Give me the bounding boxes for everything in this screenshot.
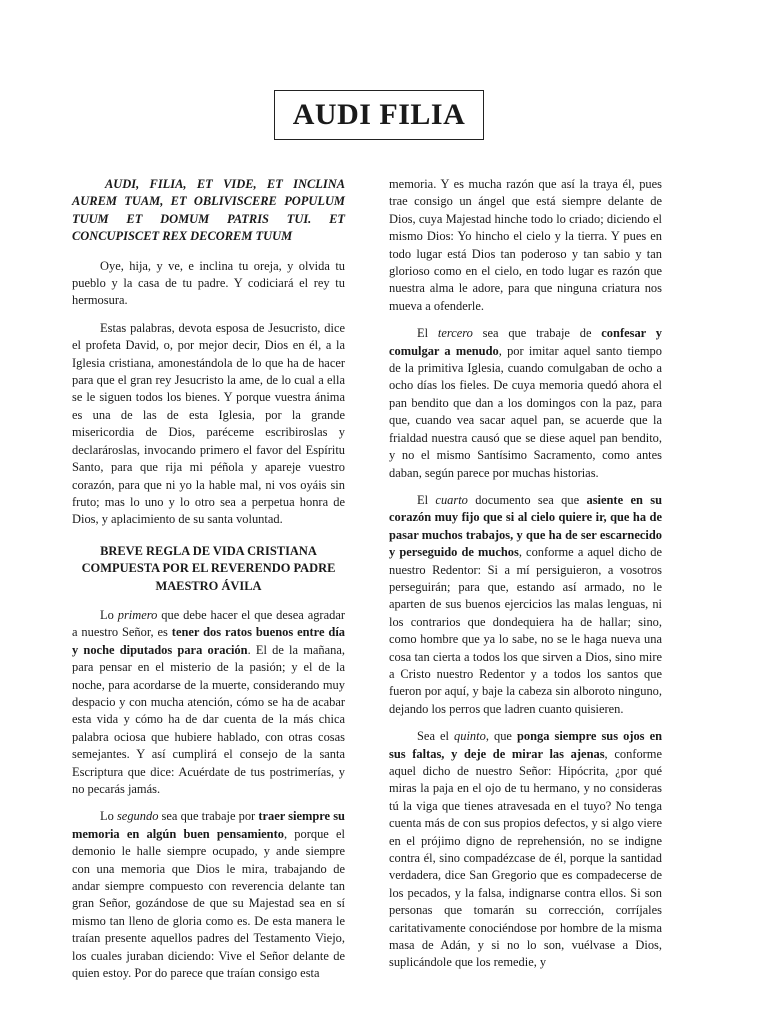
text-run: Lo	[100, 809, 117, 824]
paragraph-segundo	[72, 808, 345, 982]
emphasis-primero: tener dos ratos buenos entre día y noche diputados para oración	[72, 625, 345, 657]
latin-heading: AUDI, FILIA, ET VIDE, ET INCLINA AUREM TUAM, ET OBLIVISCERE POPULUM TUUM ET DOMUM PATRIS TUI. ET CONCUPISCET REX DECOREM TUUM	[72, 177, 345, 244]
text-run: sea que trabaje de	[472, 326, 602, 341]
paragraph-quinto	[389, 728, 662, 972]
ordinal-cuarto: cuarto	[435, 492, 468, 507]
ordinal-primero: primero	[117, 607, 158, 622]
text-run: , conforme aquel dicho de nuestro Señor: Hipócrita, ¿por qué miras la paja en el ojo de tu hermano, y no consideras tú la viga que tienes atravesada en el tuyo? No tenga cuenta más de con sus propios defectos, y si algo viere en el prójimo digno de reprehensión, no se indigne contra él, sino compadézcase de él, porque la santidad verdadera, dice San Gregorio que es compadecerse de los pecados, y la falsa, indignarse contra ellos. Si son personas que tomarán su corrección, corríjales caritativamente conociéndose por hombre de la misma masa de Adán, y si no lo son, vuélvase a Dios, suplicándole que los remedie, y	[389, 746, 663, 970]
text-run: Lo	[100, 607, 118, 622]
emphasis-quinto: ponga siempre sus ojos en sus faltas, y deje de mirar las ajenas	[389, 729, 663, 761]
paragraph-estas-palabras: Estas palabras, devota esposa de Jesucristo, dice el profeta David, o, por mejor decir, Dios en él, a la Iglesia cristiana, amonestándola de lo que ha de hacer para que el gran rey Jesucristo la ame, de lo cual a ella se le siguen todos los bienes. Y porque vuestra ánima es una de las de esta Iglesia, por la grande misericordia de Dios, paréceme escribiroslas y declarároslas, invocando primero el favor del Espíritu Santo, para que rija mi péñola y apareje vuestro corazón, para que ni yo la hable mal, ni vos oyáis sin fruto; mas lo uno y lo otro sea a perpetua honra de Dios, y aplacimiento de su santa voluntad.	[72, 320, 345, 527]
paragraph-primero	[72, 607, 345, 798]
text-run: . El de la mañana, para pensar en el misterio de la pasión; y el de la noche, para acordarse de la muerte, considerando muy despacio y con mucha atención, cómo se ha de acabar esta vida y cómo ha de dar cuenta de la más chica palabra ociosa que hubiere hablado, con otras cosas semejantes. Y así cumplirá el consejo de la santa Escriptura que dice: Acuérdate de tus postrimerías, y no pecarás jamás.	[72, 642, 345, 796]
text-run: , conforme a aquel dicho de nuestro Redentor: Si a mí persiguieron, a vosotros perseguirán; para que, estando así armado, no le aparten de sus buenos ejercicios las malas lenguas, ni los contrarios que dondequiera ha de hallar; sino, como hombre que ya lo sabe, no se le haga nueva una cosa tan cierta a todos los que sirven a Dios, sino mire a Cristo nuestro Redentor y a todos los santos que fueron por aquí, y baje la cabeza sin alboroto ninguno, dejando los perros que ladren cuanto quisieren.	[389, 545, 662, 716]
right-column	[389, 176, 662, 982]
text-run: , por imitar aquel santo tiempo de la primitiva Iglesia, cuando comulgaban de ocho a ocho días los fieles. De cuya memoria quedó ahora el pan bendito que dan a los domingos con la paz, para que, cuando vea sacar aquel pan, se acuerde que la frialdad nuestra causó que se diese aquel pan bendito, y no el mismo Santísimo Sacramento, como antes daban, según parece por muchas historias.	[389, 343, 662, 480]
paragraph-memoria: memoria. Y es mucha razón que así la traya él, pues trae consigo un ángel que está siempre delante de Dios, cuya Majestad hinche todo lo criado; diciendo el mismo Dios: Yo hincho el cielo y la tierra. Y pues en todo lugar está Dios tan poderoso y tan sabio y tan glorioso como en el cielo, en todo lugar es razón que nuestra alma le adore, para que ninguna criatura nos mueva a ofenderle.	[389, 177, 662, 313]
ordinal-quinto: quinto	[454, 729, 486, 744]
emphasis-cuarto: asiente en su corazón muy fijo que si al cielo quiere ir, que ha de pasar muchos trabajos, y que ha de ser escarnecido y perseguido de muchos	[389, 492, 663, 560]
paragraph-oye: Oye, hija, y ve, e inclina tu oreja, y olvida tu pueblo y la casa de tu padre. Y codiciará el rey tu hermosura.	[72, 258, 345, 308]
paragraph-cuarto	[389, 492, 662, 718]
emphasis-tercero: confesar y comulgar a menudo	[389, 326, 662, 358]
text-run: El	[417, 326, 438, 341]
text-run: que debe hacer el que desea agradar a nuestro Señor, es	[72, 607, 345, 640]
page-title: AUDI FILIA	[274, 90, 484, 140]
text-run: El	[417, 492, 436, 507]
rule-heading: BREVE REGLA DE VIDA CRISTIANA COMPUESTA POR EL REVERENDO PADRE MAESTRO ÁVILA	[81, 543, 336, 593]
emphasis-segundo: traer siempre su memoria en algún buen pensamiento	[72, 809, 345, 841]
ordinal-segundo: segundo	[116, 809, 159, 824]
ordinal-tercero: tercero	[437, 326, 473, 341]
left-column	[72, 176, 345, 992]
text-run: sea que trabaje por	[158, 809, 259, 824]
text-run: documento sea que	[467, 492, 587, 507]
paragraph-tercero	[389, 325, 662, 482]
text-run: , que	[485, 729, 517, 744]
text-run: Sea el	[417, 729, 455, 744]
text-run: , porque el demonio le halle siempre ocupado, y ande siempre con una memoria que Dios le mira, trabajando de andar siempre compuesto con reverencia delante tan gran Señor, gozándose de que su Majestad sea en sí mismo tan lleno de gloria como es. De esta manera le traían presente aquellos padres del Testamento Viejo, los cuales juraban diciendo: Vive el Señor delante de quien estoy. Por do parece que traían consigo esta	[72, 826, 345, 981]
